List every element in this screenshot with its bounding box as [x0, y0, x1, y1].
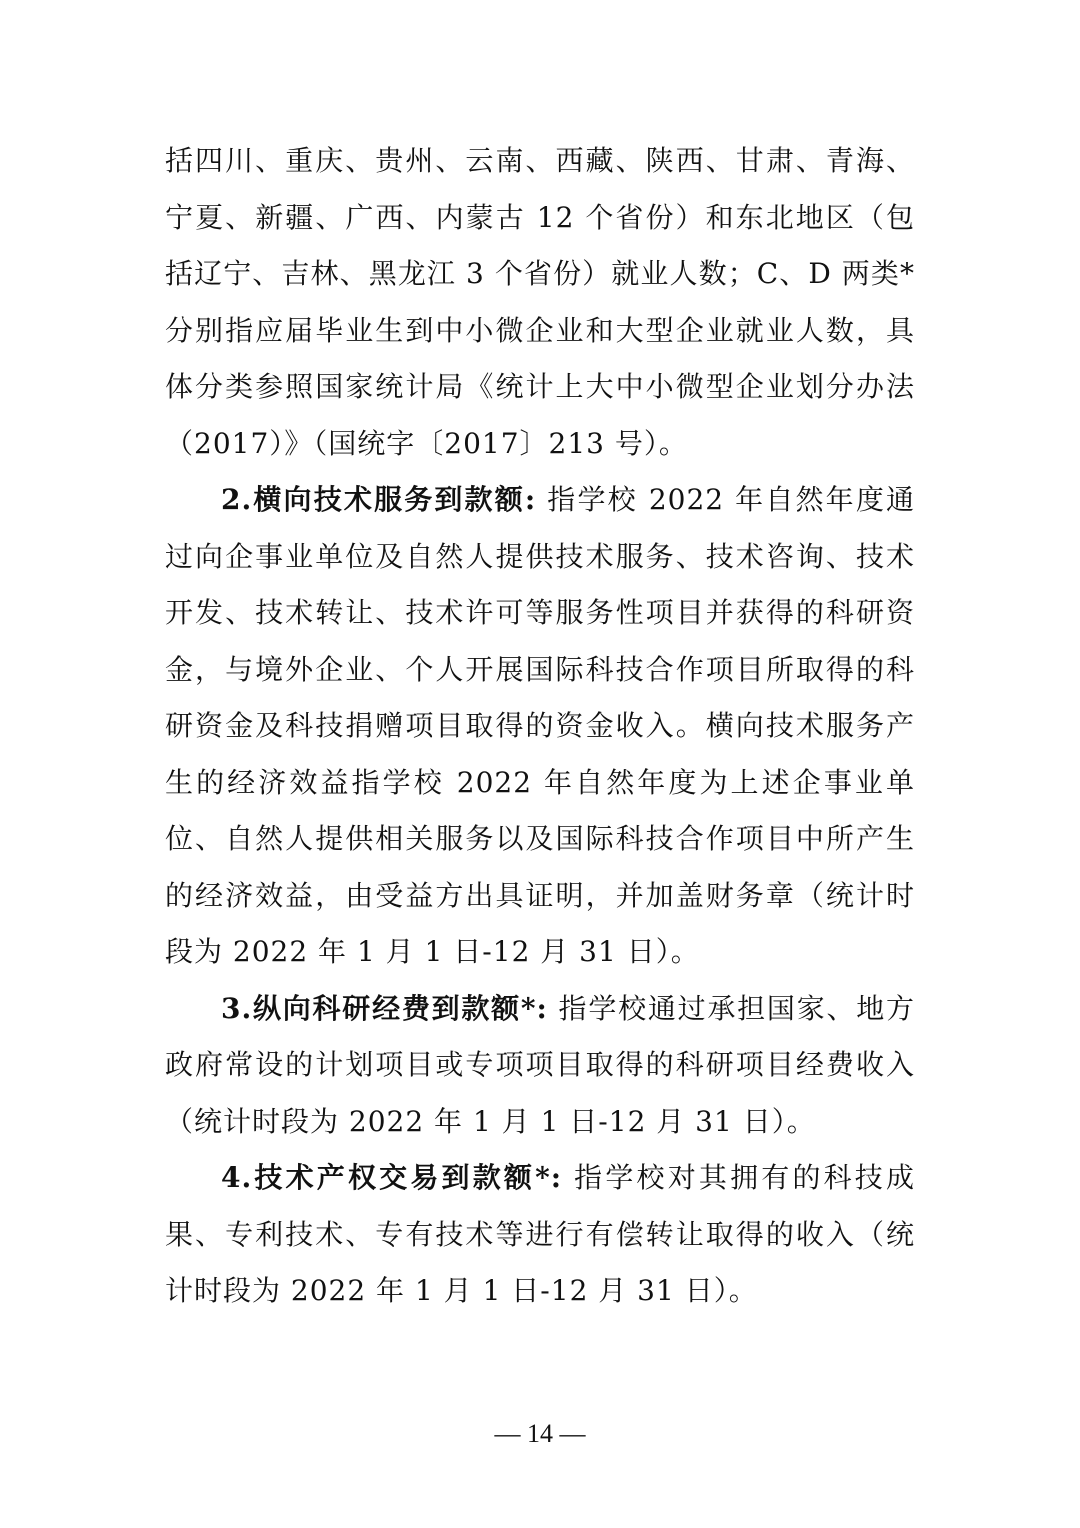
item-3-paragraph — [165, 981, 915, 1151]
item-4-body: 指学校对其拥有的科技成果、专利技术、专有技术等进行有偿转让取得的收入（统计时段为 2022 年 1 月 1 日-12 月 31 日）。 — [165, 1161, 915, 1307]
item-2-paragraph — [165, 472, 915, 981]
page-number: — 14 — — [494, 1419, 586, 1448]
item-2-term: 2.横向技术服务到款额: — [221, 483, 537, 516]
item-4-paragraph — [165, 1150, 915, 1320]
item-2-body: 指学校 2022 年自然年度通过向企事业单位及自然人提供技术服务、技术咨询、技术开发、技术转让、技术许可等服务性项目并获得的科研资金，与境外企业、个人开展国际科技合作项目所取得的科研资金及科技捐赠项目取得的资金收入。横向技术服务产生的经济效益指学校 2022 年自然年度为上述企事业单位、自然人提供相关服务以及国际科技合作项目中所产生的经济效益，由受益方出具证明，并加盖财务章（统计时段为 2022 年 1 月 1 日-12 月 31 日）。 — [165, 483, 915, 968]
document-body — [165, 133, 915, 1320]
item-3-term: 3.纵向科研经费到款额*: — [221, 991, 548, 1025]
item-4-term: 4.技术产权交易到款额*: — [221, 1161, 563, 1194]
item-3-body: 指学校通过承担国家、地方政府常设的计划项目或专项项目取得的科研项目经费收入（统计时段为 2022 年 1 月 1 日-12 月 31 日）。 — [165, 991, 915, 1138]
continuation-paragraph: 括四川、重庆、贵州、云南、西藏、陕西、甘肃、青海、宁夏、新疆、广西、内蒙古 12 个省份）和东北地区（包括辽宁、吉林、黑龙江 3 个省份）就业人数；C、D 两类*分别指应届毕业生到中小微企业和大型企业就业人数，具体分类参照国家统计局《统计上大中小微型企业划分办法（2017）》（国统字〔2017〕213 号）。 — [165, 144, 915, 460]
